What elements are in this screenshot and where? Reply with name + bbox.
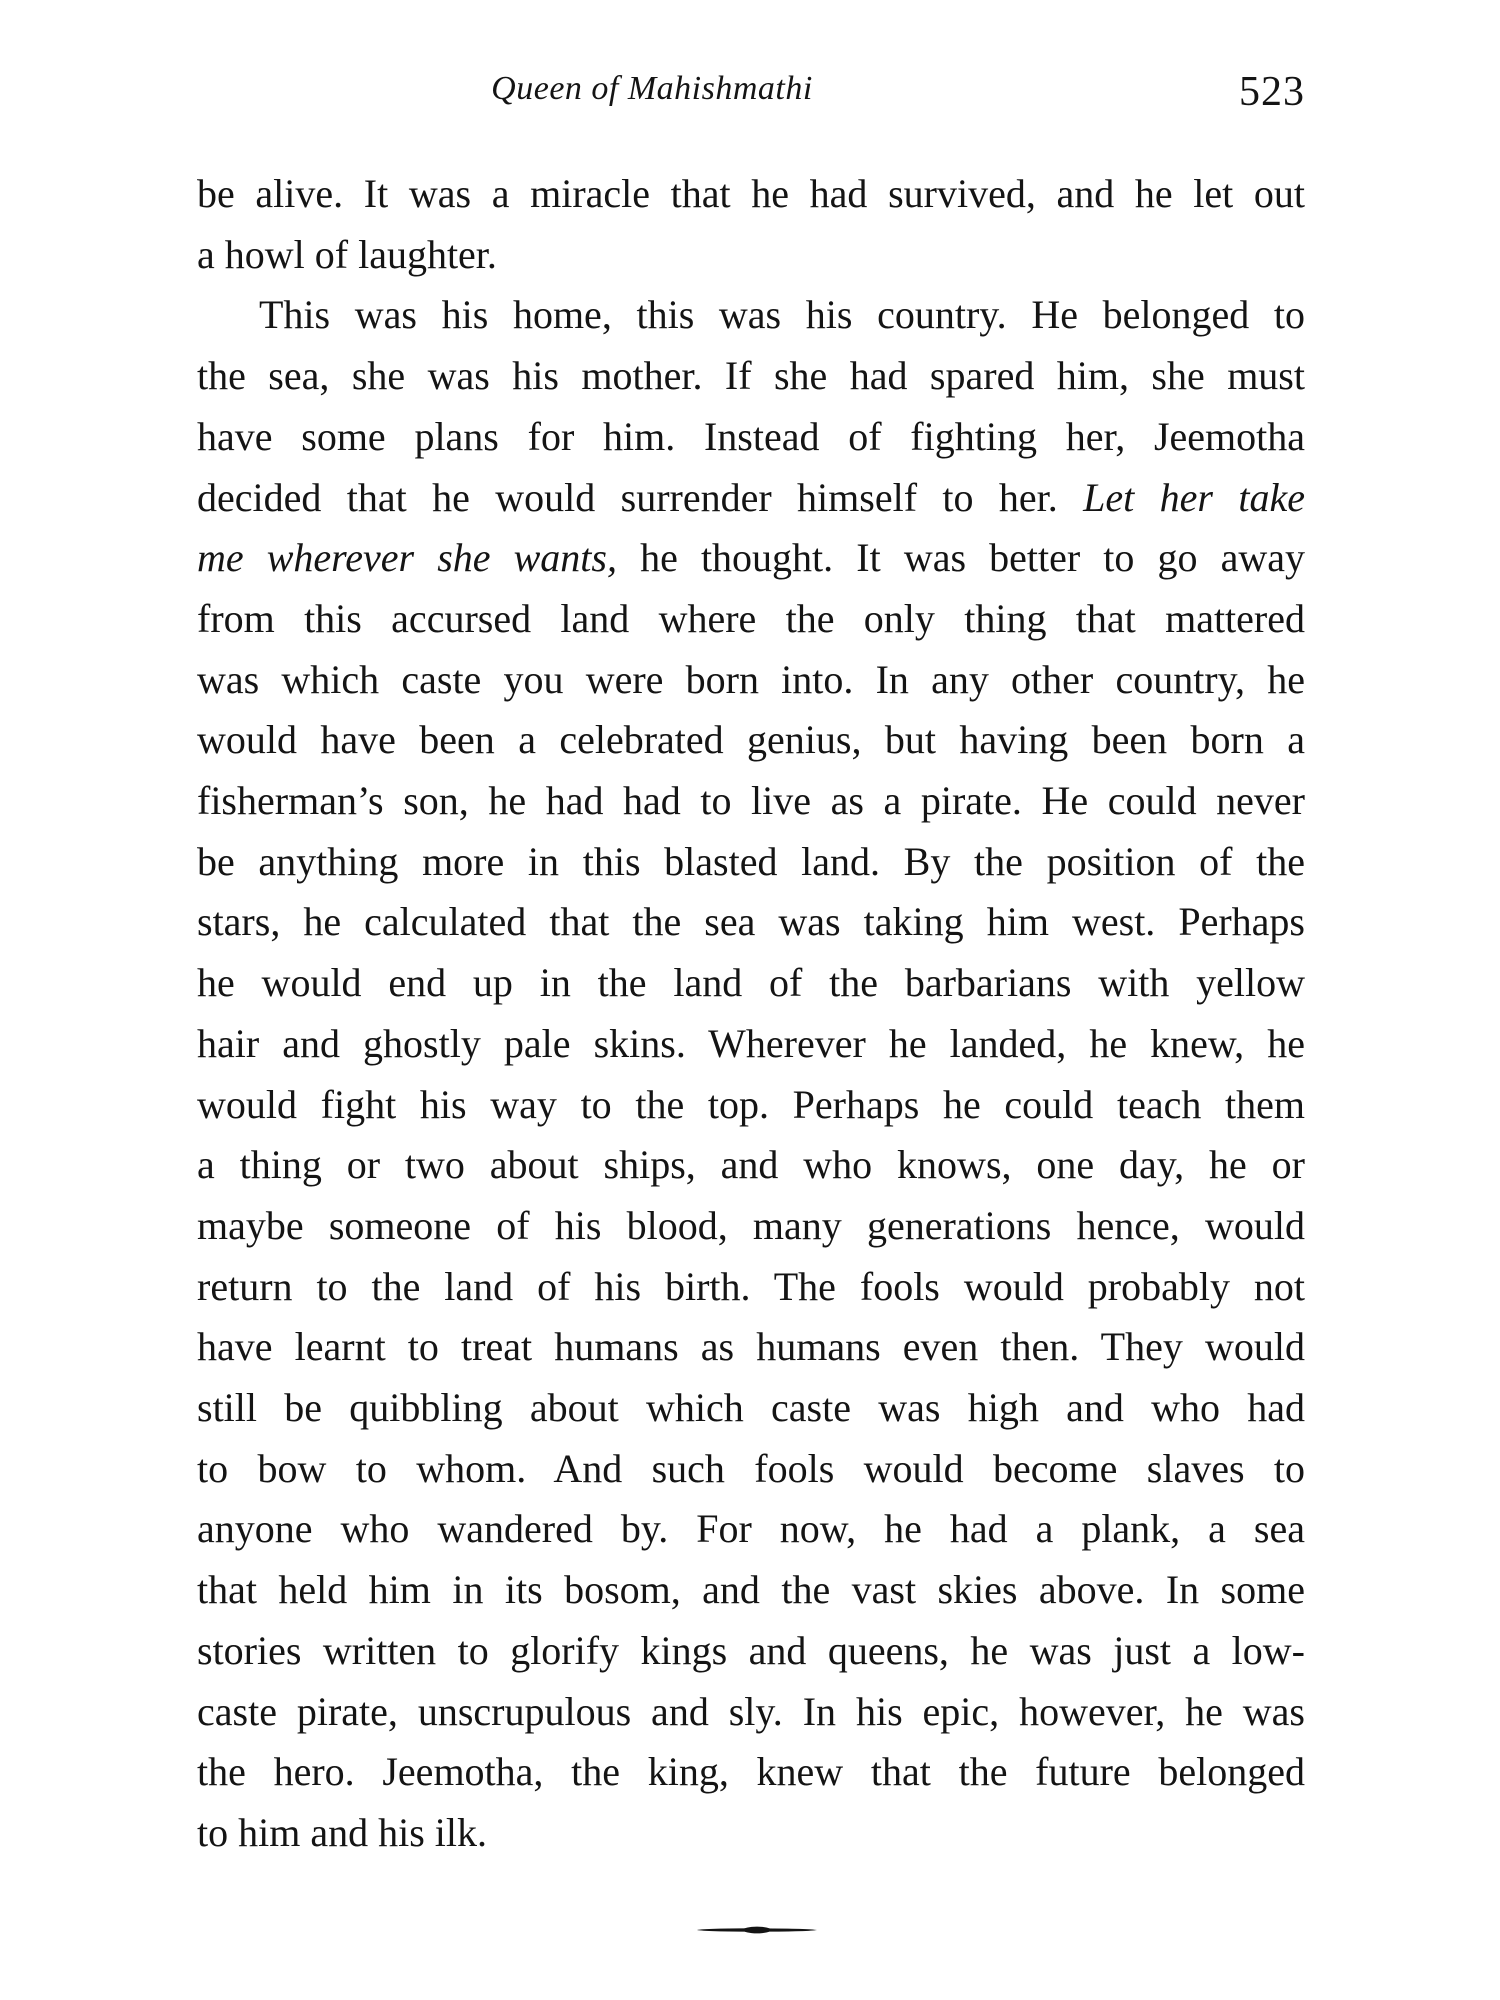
text-line xyxy=(197,832,1305,893)
text-line xyxy=(197,1135,1305,1196)
text-line xyxy=(197,771,1305,832)
text-segment: the sea, she was his mother. If she had spared him, she must xyxy=(197,353,1305,399)
text-line xyxy=(197,1378,1305,1439)
italic-text-segment: Let her take xyxy=(1083,474,1305,520)
text-segment: still be quibbling about which caste was high and who had xyxy=(197,1385,1305,1431)
text-line xyxy=(197,1560,1305,1621)
text-line xyxy=(197,1682,1305,1743)
text-segment: would have been a celebrated genius, but having been born a xyxy=(197,717,1305,763)
text-line xyxy=(197,225,1305,286)
swelled-rule-icon xyxy=(697,1925,817,1935)
text-segment: decided that he would surrender himself to her. xyxy=(197,474,1084,520)
text-line xyxy=(197,285,1305,346)
text-line xyxy=(197,650,1305,711)
body-text xyxy=(197,164,1305,1864)
page-number: 523 xyxy=(1239,69,1305,115)
text-line xyxy=(197,1317,1305,1378)
text-line xyxy=(197,1439,1305,1500)
text-segment: hair and ghostly pale skins. Wherever he landed, he knew, he xyxy=(197,1020,1305,1066)
text-line xyxy=(197,468,1305,529)
text-segment: maybe someone of his blood, many generations hence, would xyxy=(197,1202,1305,1248)
text-segment: a thing or two about ships, and who knows, one day, he or xyxy=(197,1142,1305,1188)
text-segment: from this accursed land where the only thing that mattered xyxy=(197,595,1305,641)
text-line xyxy=(197,1014,1305,1075)
text-segment: caste pirate, unscrupulous and sly. In his epic, however, he was xyxy=(197,1688,1305,1734)
text-segment: anyone who wandered by. For now, he had a plank, a sea xyxy=(197,1506,1305,1552)
text-line xyxy=(197,1075,1305,1136)
text-line xyxy=(197,407,1305,468)
text-line xyxy=(197,1803,1305,1864)
text-segment: that held him in its bosom, and the vast skies above. In some xyxy=(197,1567,1305,1613)
text-segment: fisherman’s son, he had had to live as a pirate. He could never xyxy=(197,778,1305,824)
text-line xyxy=(197,1257,1305,1318)
text-line xyxy=(197,1499,1305,1560)
italic-text-segment: me wherever she wants, xyxy=(197,535,617,581)
text-segment: have some plans for him. Instead of fighting her, Jeemotha xyxy=(197,413,1305,459)
text-segment: was which caste you were born into. In any other country, he xyxy=(197,656,1305,702)
text-line xyxy=(197,710,1305,771)
text-segment: he thought. It was better to go away xyxy=(616,535,1305,581)
text-line xyxy=(197,346,1305,407)
text-segment: would fight his way to the top. Perhaps he could teach them xyxy=(197,1081,1305,1127)
text-segment: be alive. It was a miracle that he had survived, and he let out xyxy=(197,171,1305,216)
text-line xyxy=(197,1742,1305,1803)
text-line xyxy=(197,1621,1305,1682)
text-segment: stories written to glorify kings and queens, he was just a low- xyxy=(197,1627,1305,1673)
text-line xyxy=(197,892,1305,953)
section-divider-ornament xyxy=(697,1922,817,1932)
running-head xyxy=(0,70,1500,120)
text-segment: the hero. Jeemotha, the king, knew that the future belonged xyxy=(197,1749,1305,1795)
text-line xyxy=(197,1196,1305,1257)
running-title: Queen of Mahishmathi xyxy=(491,70,813,107)
text-segment: to bow to whom. And such fools would become slaves to xyxy=(197,1445,1305,1491)
text-line xyxy=(197,953,1305,1014)
text-segment: he would end up in the land of the barbarians with yellow xyxy=(197,960,1305,1006)
text-line xyxy=(197,528,1305,589)
text-line xyxy=(197,589,1305,650)
text-segment: to him and his ilk. xyxy=(197,1809,487,1855)
text-segment: have learnt to treat humans as humans even then. They would xyxy=(197,1324,1305,1370)
text-segment: This was his home, this was his country. He belonged to xyxy=(259,292,1305,338)
text-segment: a howl of laughter. xyxy=(197,231,497,277)
text-segment: be anything more in this blasted land. By the position of the xyxy=(197,838,1305,884)
text-segment: stars, he calculated that the sea was taking him west. Perhaps xyxy=(197,899,1305,945)
text-line xyxy=(197,164,1305,225)
text-segment: return to the land of his birth. The fools would probably not xyxy=(197,1263,1305,1309)
